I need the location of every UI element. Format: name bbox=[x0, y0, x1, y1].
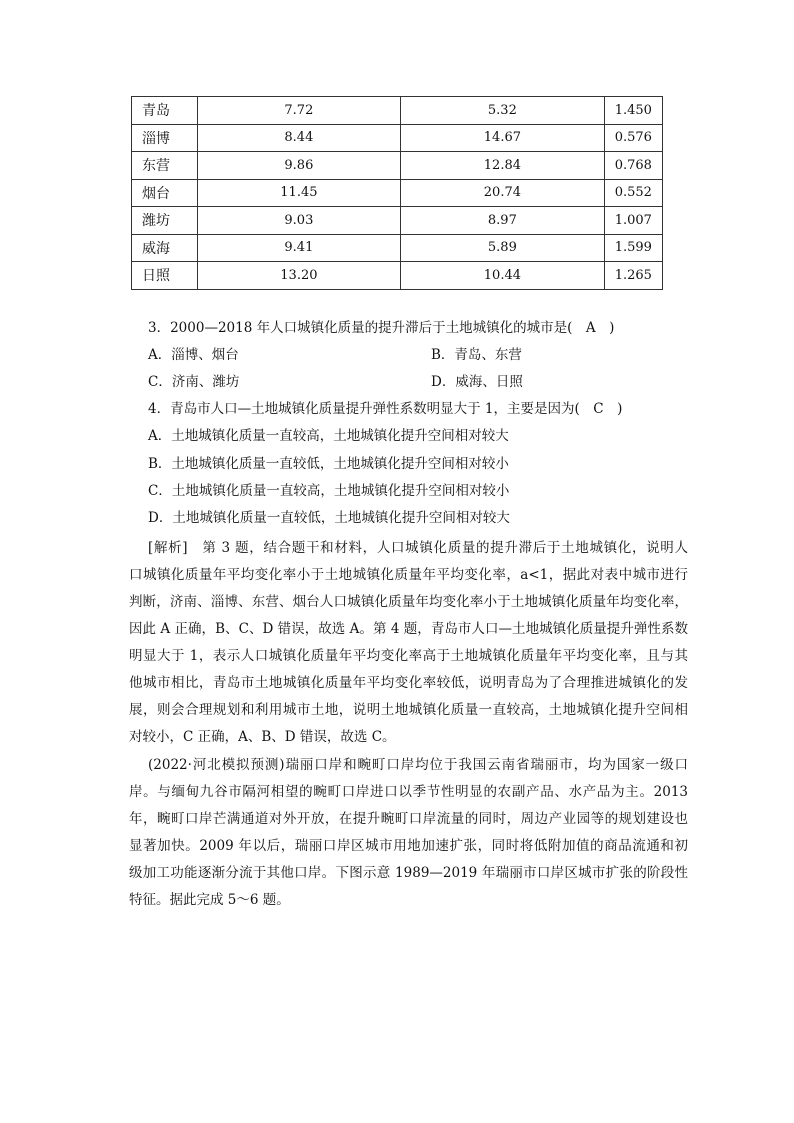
value-cell: 14.67 bbox=[401, 124, 605, 152]
material-line: 级加工功能逐渐分流于其他口岸。下图示意 1989—2019 年瑞丽市口岸区城市扩张的阶段性 bbox=[129, 865, 688, 881]
question-3-option-a: A．淄博、烟台 bbox=[148, 347, 239, 363]
question-3-option-c: C．济南、潍坊 bbox=[148, 374, 240, 390]
table-row bbox=[132, 207, 663, 235]
value-cell: 1.265 bbox=[604, 262, 662, 290]
question-4-stem: 4．青岛市人口—土地城镇化质量提升弹性系数明显大于 1，主要是因为( C ) bbox=[148, 401, 623, 417]
question-4-option-c: C．土地城镇化质量一直较高，土地城镇化提升空间相对较小 bbox=[148, 483, 510, 499]
question-3-stem: 3．2000—2018 年人口城镇化质量的提升滞后于土地城镇化的城市是( A ) bbox=[148, 320, 615, 336]
value-cell: 11.45 bbox=[197, 179, 401, 207]
analysis-line: 对较小，C 正确，A、B、D 错误，故选 C。 bbox=[129, 729, 396, 745]
material-line: (2022·河北模拟预测)瑞丽口岸和畹町口岸均位于我国云南省瑞丽市，均为国家一级口 bbox=[148, 757, 688, 773]
city-cell: 东营 bbox=[132, 152, 198, 180]
data-table bbox=[131, 96, 663, 290]
analysis-line: 他城市相比，青岛市土地城镇化质量年平均变化率较低，说明青岛为了合理推进城镇化的发 bbox=[129, 675, 688, 691]
value-cell: 9.41 bbox=[197, 234, 401, 262]
material-paragraph bbox=[129, 752, 688, 914]
question-4-option-a: A．土地城镇化质量一直较高，土地城镇化提升空间相对较大 bbox=[148, 428, 509, 444]
material-line: 年，畹町口岸芒满通道对外开放，在提升畹町口岸流量的同时，周边产业园等的规划建设也 bbox=[129, 811, 688, 827]
value-cell: 0.576 bbox=[604, 124, 662, 152]
value-cell: 1.450 bbox=[604, 97, 662, 125]
value-cell: 0.768 bbox=[604, 152, 662, 180]
value-cell: 5.32 bbox=[401, 97, 605, 125]
city-cell: 烟台 bbox=[132, 179, 198, 207]
material-line: 特征。据此完成 5～6 题。 bbox=[129, 892, 290, 908]
table-row bbox=[132, 97, 663, 125]
city-cell: 潍坊 bbox=[132, 207, 198, 235]
table-row bbox=[132, 152, 663, 180]
analysis-paragraph bbox=[129, 535, 688, 751]
question-3-option-d: D．威海、日照 bbox=[431, 374, 523, 390]
analysis-line: 口城镇化质量年平均变化率小于土地城镇化质量年平均变化率，a<1，据此对表中城市进行 bbox=[129, 567, 688, 583]
analysis-line: [解析] 第 3 题，结合题干和材料，人口城镇化质量的提升滞后于土地城镇化，说明人 bbox=[148, 540, 688, 556]
value-cell: 12.84 bbox=[401, 152, 605, 180]
table-row bbox=[132, 262, 663, 290]
analysis-line: 明显大于 1，表示人口城镇化质量年平均变化率高于土地城镇化质量年平均变化率，且与其 bbox=[129, 648, 688, 664]
question-4-option-b: B．土地城镇化质量一直较低，土地城镇化提升空间相对较小 bbox=[148, 456, 509, 472]
value-cell: 7.72 bbox=[197, 97, 401, 125]
analysis-line: 展，则会合理规划和利用城市土地，说明土地城镇化质量一直较高，土地城镇化提升空间相 bbox=[129, 702, 688, 718]
value-cell: 13.20 bbox=[197, 262, 401, 290]
value-cell: 1.599 bbox=[604, 234, 662, 262]
city-cell: 淄博 bbox=[132, 124, 198, 152]
table-row bbox=[132, 179, 663, 207]
value-cell: 8.97 bbox=[401, 207, 605, 235]
material-line: 岸。与缅甸九谷市隔河相望的畹町口岸进口以季节性明显的农副产品、水产品为主。2013 bbox=[129, 784, 688, 800]
value-cell: 1.007 bbox=[604, 207, 662, 235]
question-4-option-d: D．土地城镇化质量一直较低，土地城镇化提升空间相对较大 bbox=[148, 510, 510, 526]
value-cell: 9.03 bbox=[197, 207, 401, 235]
city-cell: 青岛 bbox=[132, 97, 198, 125]
city-cell: 威海 bbox=[132, 234, 198, 262]
city-cell: 日照 bbox=[132, 262, 198, 290]
table-row bbox=[132, 234, 663, 262]
value-cell: 10.44 bbox=[401, 262, 605, 290]
value-cell: 9.86 bbox=[197, 152, 401, 180]
value-cell: 20.74 bbox=[401, 179, 605, 207]
analysis-line: 因此 A 正确，B、C、D 错误，故选 A。第 4 题，青岛市人口—土地城镇化质量提升弹性系数 bbox=[129, 621, 688, 637]
table-row bbox=[132, 124, 663, 152]
material-line: 显著加快。2009 年以后，瑞丽口岸区城市用地加速扩张，同时将低附加值的商品流通和初 bbox=[129, 838, 688, 854]
question-3-option-b: B．青岛、东营 bbox=[431, 347, 522, 363]
value-cell: 8.44 bbox=[197, 124, 401, 152]
value-cell: 0.552 bbox=[604, 179, 662, 207]
analysis-line: 判断，济南、淄博、东营、烟台人口城镇化质量年均变化率小于土地城镇化质量年均变化率， bbox=[129, 594, 688, 610]
value-cell: 5.89 bbox=[401, 234, 605, 262]
